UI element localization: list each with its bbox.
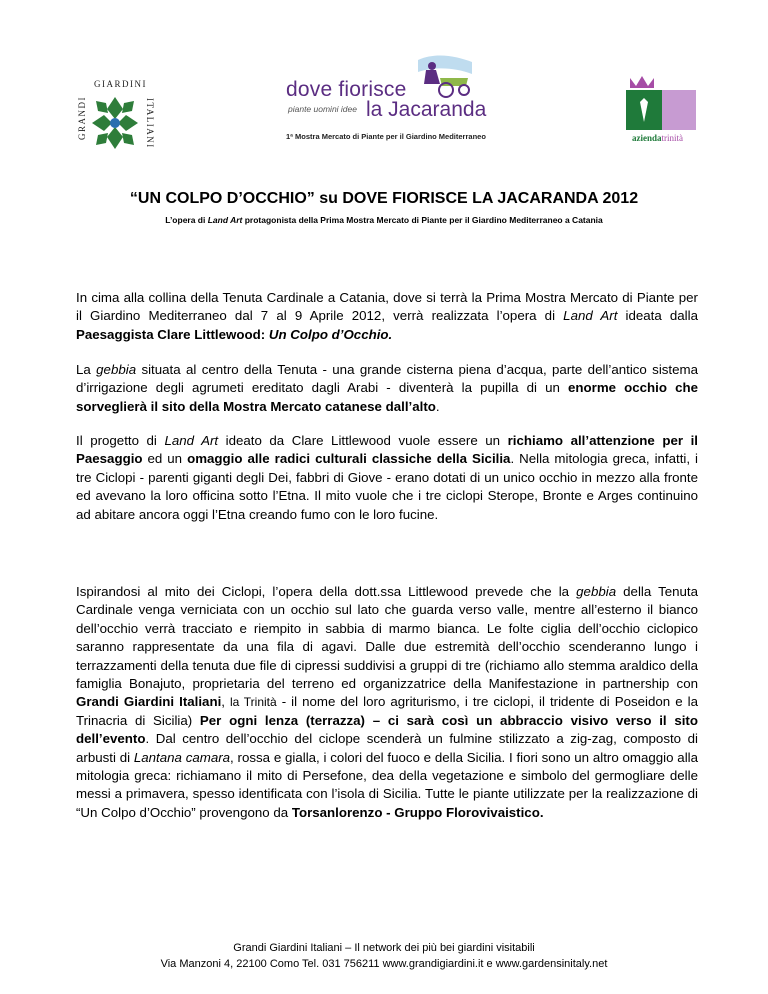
paragraph-2: La gebbia situata al centro della Tenuta - una grande cisterna piena d’acqua, parte dell’antico sistema d’irrigazione degli agrumeti ereditato dagli Arabi - diventerà la pupilla di un enorme occhio che sorveglierà il sito della Mostra Mercato catanese dall’alto. xyxy=(76,362,699,414)
cart-figure-icon xyxy=(406,52,478,102)
footer xyxy=(0,940,768,972)
document-subtitle: L’opera di Land Art protagonista della Prima Mostra Mercato di Piante per il Giardino Mediterraneo a Catania xyxy=(165,215,603,225)
logo-text-top: GIARDINI xyxy=(94,79,147,89)
grandi-giardini-logo xyxy=(76,79,154,159)
logo-tagline: piante uomini idee xyxy=(288,104,357,114)
paragraph-3: Il progetto di Land Art ideato da Clare Littlewood vuole essere un richiamo all’attenzione per il Paesaggio ed un omaggio alle radici culturali classiche della Sicilia. Nella mitologia greca, infatti, i tre Ciclopi - parenti giganti degli Dei, fabbri di Giove - erano dotati di un unico occhio in mezzo alla fronte ed avevano la loro officina sotto l’Etna. Il mito vuole che i tre ciclopi Sterope, Bronte e Arges continuino ad abitare ancora oggi l’Etna creando fumo con le loro fucine. xyxy=(76,433,698,522)
azienda-trinita-logo xyxy=(622,72,702,152)
azienda-trinita-label: aziendatrinità xyxy=(632,133,684,143)
logo-text-right: ITALIANI xyxy=(145,98,155,149)
footer-line-1: Grandi Giardini Italiani – Il network dei più bei giardini visitabili xyxy=(233,942,535,954)
footer-line-2: Via Manzoni 4, 22100 Como Tel. 031 756211 www.grandigiardini.it e www.gardensinitaly.net xyxy=(160,958,608,970)
document-title: “UN COLPO D’OCCHIO” su DOVE FIORISCE LA JACARANDA 2012 xyxy=(129,190,639,207)
paragraph-4: Ispirandosi al mito dei Ciclopi, l’opera della dott.ssa Littlewood prevede che la gebbia della Tenuta Cardinale venga verniciata con un occhio sul lato che guarda verso valle, mentre all’esterno il bianco dell’occhio verrà tracciato e riempito in sabbia di marmo bianca. Le folte ciglia dell’occhio ciclopico saranno rappresentate da una fila di agavi. Dalle due estremità dell’occhio scenderanno lungo i terrazzamenti della tenuta due file di cipressi suddivisi a gruppi di tre (richiamo allo stemma araldico della famiglia Bonajuto, proprietaria del terreno ed organizzatrice della Manifestazione in partnership con Grandi Giardini Italiani, la Trinità - il nome del loro agriturismo, i tre ciclopi, il tridente di Poseidon e la Trinacria di Sicilia) Per ogni lenza (terrazza) – ci sarà così un abbraccio visivo verso il sito dell’evento. Dal centro dell’occhio del ciclope scenderà un fulmine stilizzato a zig-zag, composto di arbusti di Lantana camara, rossa e gialla, i colori del fuoco e della Sicilia. I fiori sono un altro omaggio alla mitologia greca: richiamano il mito di Persefone, dea della vegetazione e simbolo del germogliare delle messi a primavera, spesso identificata con l’isola di Sicilia. Tutte le piante utilizzate per la realizzazione di “Un Colpo d’Occhio” provengono da Torsanlorenzo - Gruppo Florovivaistico. xyxy=(76,584,698,820)
dove-fiorisce-logo xyxy=(286,52,496,147)
logo-subtitle: 1ª Mostra Mercato di Piante per il Giardino Mediterraneo xyxy=(286,132,486,141)
header-logos xyxy=(0,0,768,160)
logo-text-left: GRANDI xyxy=(77,96,87,140)
paragraph-1: In cima alla collina della Tenuta Cardinale a Catania, dove si terrà la Prima Mostra Mercato di Piante per il Giardino Mediterraneo dal 7 al 9 Aprile 2012, verrà realizzata l’opera di Land Art ideata dalla Paesaggista Clare Littlewood: Un Colpo d’Occhio. xyxy=(76,290,698,342)
crest-icon xyxy=(622,72,702,132)
grandi-giardini-emblem-icon xyxy=(90,95,140,151)
logo-line-jacaranda: la Jacaranda xyxy=(366,98,487,121)
logo-line-dove-fiorisce: dove fiorisce xyxy=(286,78,407,101)
